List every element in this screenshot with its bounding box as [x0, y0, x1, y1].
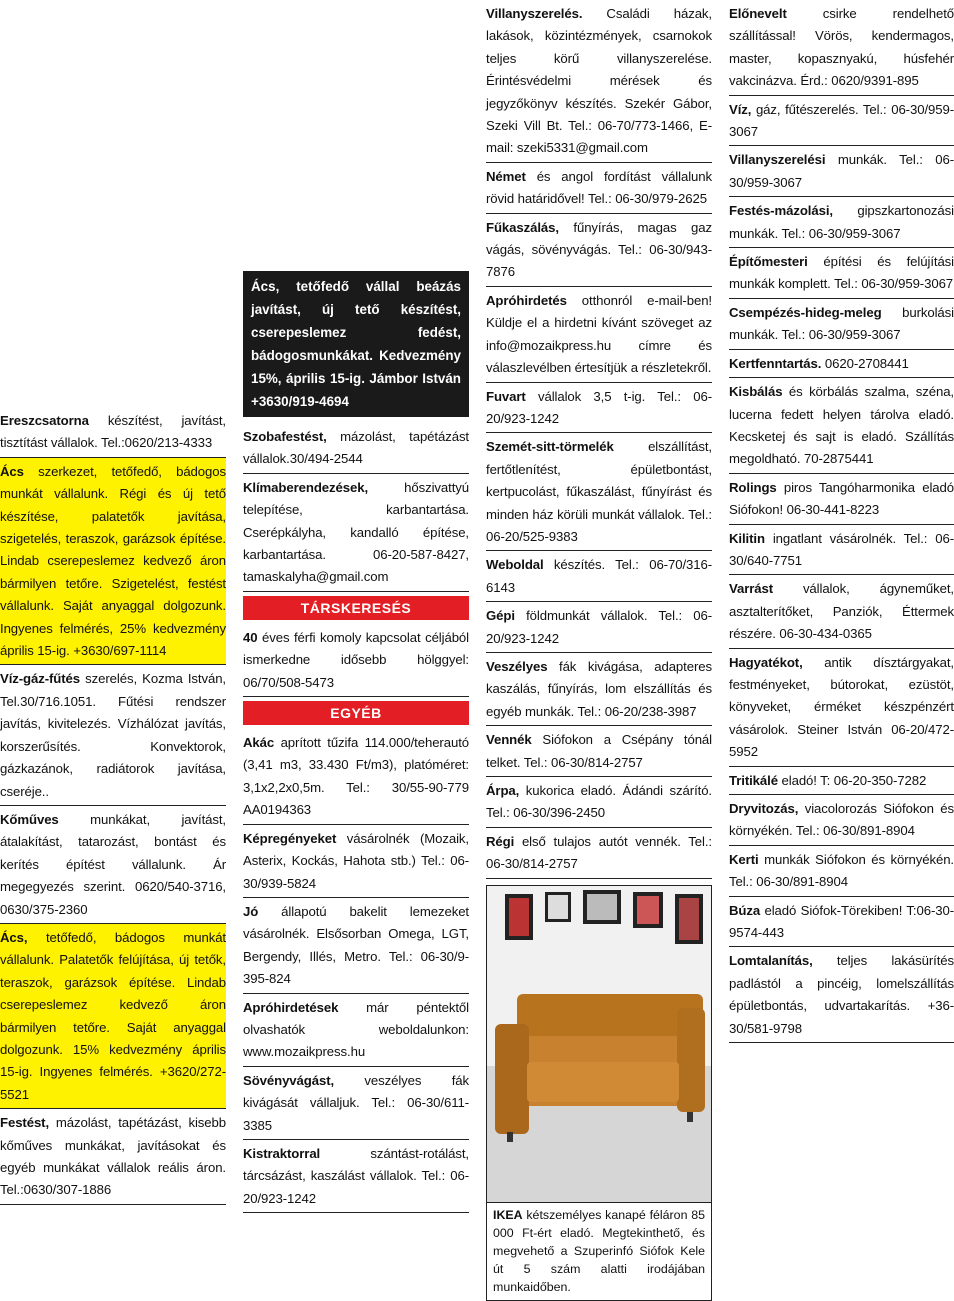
ad-lead: Rolings: [729, 479, 777, 495]
classified-ad: [729, 846, 954, 897]
classified-ad: [486, 602, 712, 653]
ad-text: burkolási munkák. Tel.: 06-30/959-3067: [729, 304, 954, 343]
ad-text: első tulajos autót vennék. Tel.: 06-30/814-2757: [486, 833, 712, 872]
classified-ad: [486, 433, 712, 551]
ad-text: tetőfedő, bádogos munkát vállalunk. Palatetők felújítása, új tetők, teraszok, garázsok építése. Lindab cserepeslemez kedvező áron bármilyen tetőre. Saját anyaggal dolgozunk. 15% kedvezmény április 15-ig. Ingyenes felmérés. +3620/272-5521: [0, 929, 226, 1102]
classified-ad: [729, 350, 954, 378]
classified-ad: [486, 214, 712, 287]
section-header-egyeb: EGYÉB: [243, 701, 469, 725]
ad-text: eladó Siófok-Törekiben! T:06-30-9574-443: [729, 902, 954, 941]
classified-ad: [243, 1140, 469, 1213]
ad-lead: Kistraktorral: [243, 1145, 321, 1161]
ad-text: piros Tangóharmonika eladó Siófokon! 06-30-441-8223: [729, 479, 954, 518]
classified-ad: [729, 96, 954, 147]
ad-lead: Kisbálás: [729, 384, 783, 400]
ikea-caption-text: kétszemélyes kanapé féláron 85 000 Ft-ért eladó. Megtekinthető, és megvehető a Szuperinfó Siófok Kele út 5 szám alatti irodájában munkaidőben.: [493, 1207, 705, 1294]
ad-lead: Ereszcsatorna: [0, 413, 89, 428]
ad-text: eladó! T: 06-20-350-7282: [777, 772, 927, 788]
ad-lead: Villanyszerelés.: [486, 6, 583, 21]
ad-text: Családi házak, lakások, közintézmények, csarnokok teljes körű villanyszerelése. Érintésvédelmi mérések és jegyzőkönyv készítés. Szekér Gábor, Szeki Vill Bt. Tel.: 06-70/773-1466, E-mail: szeki5331@gmail.com: [486, 6, 712, 156]
classified-ad: [729, 795, 954, 846]
ad-lead: Előnevelt: [729, 6, 787, 21]
classified-ad: [729, 947, 954, 1043]
ad-lead: 40: [243, 629, 258, 645]
ad-text: és körbálás szalma, széna, lucerna fedett helyen tárolva eladó. Kecsketej és sajt is eladó. Szállítás megoldható. 70-2875441: [729, 384, 954, 467]
classified-ad: [729, 146, 954, 197]
classified-ad: [243, 994, 469, 1067]
ad-text: vállalok 3,5 t-ig. Tel.: 06-20/923-1242: [486, 388, 712, 426]
ad-text: gáz, fűtészerelés. Tel.: 06-30/959-3067: [729, 101, 954, 140]
ad-text: éves férfi komoly kapcsolat céljából ismerkedne idősebb hölggyel: 06/70/508-5473: [243, 629, 469, 690]
classified-ad: [729, 474, 954, 525]
ad-text: viacolorozás Siófokon és környékén. Tel.: 06-30/891-8904: [729, 801, 954, 839]
classified-ad: [0, 1109, 226, 1205]
ikea-caption: [487, 1202, 711, 1300]
column-1: [0, 407, 226, 1205]
classified-ad: [486, 383, 712, 434]
ad-lead: Akác: [243, 735, 275, 751]
ad-lead: Apróhirdetések: [243, 999, 339, 1015]
classified-ad: [486, 653, 712, 726]
ad-lead: Német: [486, 168, 526, 184]
ad-text: szerelés, Kozma István, Tel.30/716.1051. Fűtési rendszer javítás, kivitelezés. Vízhálózat javítás, korszerűsítés. Konvektorok, gázkazánok, radiátorok javítása, cseréje..: [0, 671, 226, 799]
ad-text: szántást-rotálást, tárcsázást, kaszálást vállalok. Tel.: 06-20/923-1242: [243, 1145, 469, 1206]
ad-text: csirke rendelhető szállítással! Vörös, kendermagos, master, kopasznyakú, húsfehér vakcinázva. Érd.: 0620/9391-895: [729, 6, 954, 89]
ad-lead: Víz-gáz-fűtés: [0, 671, 81, 687]
ad-text: szerkezet, tetőfedő, bádogos munkát vállalunk. Régi és új tető készítése, palatetők javítása, szigetelés, teraszok, garázsok építése. Lindab cserepeslemez kedvező áron bármilyen tetőre. Szigetelést, festést vállalunk. Saját anyaggal dolgozunk. Ingyenes felmérés, 25% kedvezmény április 15-ig. +3630/697-1114: [0, 463, 226, 659]
ad-text: mázolást, tapétázást, kisebb kőműves munkákat, javításokat és egyéb munkákat vállalok reális áron. Tel.:0630/307-1886: [0, 1115, 226, 1198]
ad-text: teljes lakásürítés padlástól a pincéig, lomelszállítás épületbontás, udvartakarítás. +36-30/581-9798: [729, 953, 954, 1036]
classified-ad: [243, 729, 469, 825]
classified-ad: [729, 575, 954, 648]
ad-lead: Vennék: [486, 732, 532, 748]
ad-text: mázolást, tapétázást vállalok.30/494-2544: [243, 429, 469, 467]
sofa-illustration: [487, 886, 711, 1202]
ad-lead: Tritikálé: [729, 772, 778, 788]
classified-ad: [486, 163, 712, 214]
ad-text: ingatlant vásárolnék. Tel.: 06-30/640-7751: [729, 530, 954, 568]
ad-text: munkákat, javítást, átalakítást, tatarozást, bontást és kerítés építést vállalunk. Ár megegyezés szerint. 0620/540-3716, 0630/375-2360: [0, 811, 226, 917]
ad-text: munkák. Tel.: 06-30/959-3067: [729, 152, 954, 190]
ad-text: fűnyírás, magas gaz vágás, sövényvágás. Tel.: 06-30/943-7876: [486, 219, 712, 280]
ad-text: antik dísztárgyakat, festményeket, bútorokat, ezüstöt, könyveket, érméket készpénzért vásárolok. Steiner István 06-20/472-5952: [729, 654, 954, 760]
ad-text: és angol fordítást vállalunk rövid határidővel! Tel.: 06-30/979-2625: [486, 168, 712, 207]
classified-ad: [243, 825, 469, 898]
ad-text: elszállítást, fertőtlenítést, épületbontást, kertpucolást, fűkaszálást, fűnyírást és minden ház körüli munkát vállalok. Tel.: 06-20/525-9383: [486, 439, 712, 544]
classified-ad: [243, 624, 469, 697]
boxed-ad: Ács, tetőfedő vállal beázás javítást, új tető készítést, cserepeslemez fedést, bádogosmunkákat. Kedvezmény 15%, április 15-ig. Jámbor István +3630/919-4694: [243, 271, 469, 417]
ad-lead: Klímaberendezések,: [243, 479, 369, 495]
classified-ad: [243, 474, 469, 592]
ad-lead: Építőmesteri: [729, 254, 808, 270]
ad-lead: Fuvart: [486, 388, 526, 404]
ad-text: otthonról e-mail-ben! Küldje el a hirdetni kívánt szöveget az info@mozaikpress.hu címre és válaszlevélben értesítjük a részletekről.: [486, 292, 712, 376]
ad-text: készítés. Tel.: 06-70/316-6143: [486, 557, 712, 595]
ad-lead: Veszélyes: [486, 658, 548, 674]
column-3: [486, 0, 712, 1301]
classified-ad: [729, 378, 954, 474]
ad-lead: Lomtalanítás,: [729, 953, 813, 969]
ad-lead: Kilitin: [729, 530, 765, 546]
ad-lead: Víz,: [729, 101, 752, 117]
ad-text: már péntektől olvashatók weboldalunkon: www.mozaikpress.hu: [243, 999, 469, 1060]
ad-text: hőszivattyú telepítése, karbantartása. Cserépkályha, kandalló építése, karbantartása. 06-20-587-8427, tamaskalyha@gmail.com: [243, 479, 469, 585]
ad-lead: Ács,: [0, 929, 28, 945]
ad-lead: Búza: [729, 902, 761, 918]
ad-lead: Képregényeket: [243, 830, 337, 846]
ad-text: veszélyes fák kivágását vállaljuk. Tel.: 06-30/611-3385: [243, 1072, 469, 1133]
ad-lead: Ács: [0, 463, 24, 479]
column-2: [243, 271, 469, 1213]
classified-ad: [486, 828, 712, 879]
classified-ad: [0, 407, 226, 458]
ad-lead: Festés-mázolási,: [729, 203, 833, 219]
ikea-caption-lead: IKEA: [493, 1207, 523, 1222]
classified-ad: [0, 924, 226, 1109]
ad-lead: Kerti: [729, 851, 759, 867]
ad-text: földmunkát vállalok. Tel.: 06-20/923-1242: [486, 608, 712, 646]
ad-lead: Dryvitozás,: [729, 801, 799, 816]
ad-lead: Csempézés-hideg-meleg: [729, 304, 882, 320]
classified-ad: [0, 458, 226, 666]
sofa-photo: [487, 886, 711, 1202]
ad-lead: Kőműves: [0, 811, 59, 827]
ad-lead: Hagyatékot,: [729, 654, 803, 670]
ad-lead: Kertfenntartás.: [729, 355, 822, 371]
ad-text: építési és felújítási munkák komplett. Tel.: 06-30/959-3067: [729, 254, 954, 292]
classified-ad: [486, 777, 712, 828]
ad-lead: Fűkaszálás,: [486, 219, 559, 235]
ad-text: munkák Siófokon és környékén. Tel.: 06-30/891-8904: [729, 851, 954, 890]
ad-lead: Régi: [486, 833, 515, 849]
ad-text: fák kivágása, adapteres kaszálás, fűnyírás, lom elszállítás és egyéb munkák. Tel.: 06-20/238-3987: [486, 658, 712, 719]
classified-ad: [486, 726, 712, 777]
classified-ad: [729, 767, 954, 795]
classified-ad: [486, 551, 712, 602]
ad-lead: Jó: [243, 903, 259, 919]
ad-lead: Apróhirdetés: [486, 292, 567, 308]
classified-ad: [729, 299, 954, 350]
classified-ad: [0, 665, 226, 805]
classified-ad: [243, 898, 469, 994]
ad-text: aprított tűzifa 114.000/teherautó (3,41 m3, 33.430 Ft/m3), platóméret: 3,1x2,2x0,5m. Tel.: 30/55-90-779 AA0194363: [243, 735, 469, 818]
ad-lead: Árpa,: [486, 783, 520, 798]
ad-lead: Varrást: [729, 581, 774, 597]
classified-ad: [729, 525, 954, 576]
ad-text: vállalok, ágyneműket, asztalterítőket, Panziók, Éttermek részére. 06-30-434-0365: [729, 581, 954, 642]
ad-lead: Gépi: [486, 608, 515, 624]
ad-text: állapotú bakelit lemezeket vásárolnék. Elsősorban Omega, LGT, Bergendy, Illés, Metro. Tel.: 06-30/9-395-824: [243, 903, 469, 987]
classified-ad: [729, 897, 954, 948]
ad-text: gipszkartonozási munkák. Tel.: 06-30/959-3067: [729, 203, 954, 241]
ad-text: kukorica eladó. Ádándi szárító. Tel.: 06-30/396-2450: [486, 783, 712, 821]
classified-ad: [486, 0, 712, 163]
classified-ad: [729, 649, 954, 767]
ad-text: készítést, javítást, tisztítást vállalok. Tel.:0620/213-4333: [0, 413, 226, 451]
classified-ad: [729, 0, 954, 96]
ad-text: 0620-2708441: [821, 355, 909, 371]
ad-lead: Szobafestést,: [243, 429, 327, 444]
ad-text: Siófokon a Csépány tónál telket. Tel.: 06-30/814-2757: [486, 732, 712, 770]
ad-lead: Szemét-sitt-törmelék: [486, 439, 614, 455]
column-4: [729, 0, 954, 1043]
classified-ad: [486, 287, 712, 383]
classified-ad: [729, 197, 954, 248]
ad-lead: Festést,: [0, 1115, 50, 1131]
classified-ad: [243, 1067, 469, 1140]
classified-ad: [243, 423, 469, 474]
ad-lead: Villanyszerelési: [729, 152, 826, 168]
ikea-ad: [486, 885, 712, 1301]
classified-ad: [729, 248, 954, 299]
classified-ad: [0, 806, 226, 924]
ad-text: vásárolnék (Mozaik, Asterix, Kockás, Hahota stb.) Tel.: 06-30/939-5824: [243, 830, 469, 891]
section-header-tarskereses: TÁRSKERESÉS: [243, 596, 469, 620]
ad-lead: Weboldal: [486, 557, 544, 573]
ad-lead: Sövényvágást,: [243, 1072, 335, 1088]
